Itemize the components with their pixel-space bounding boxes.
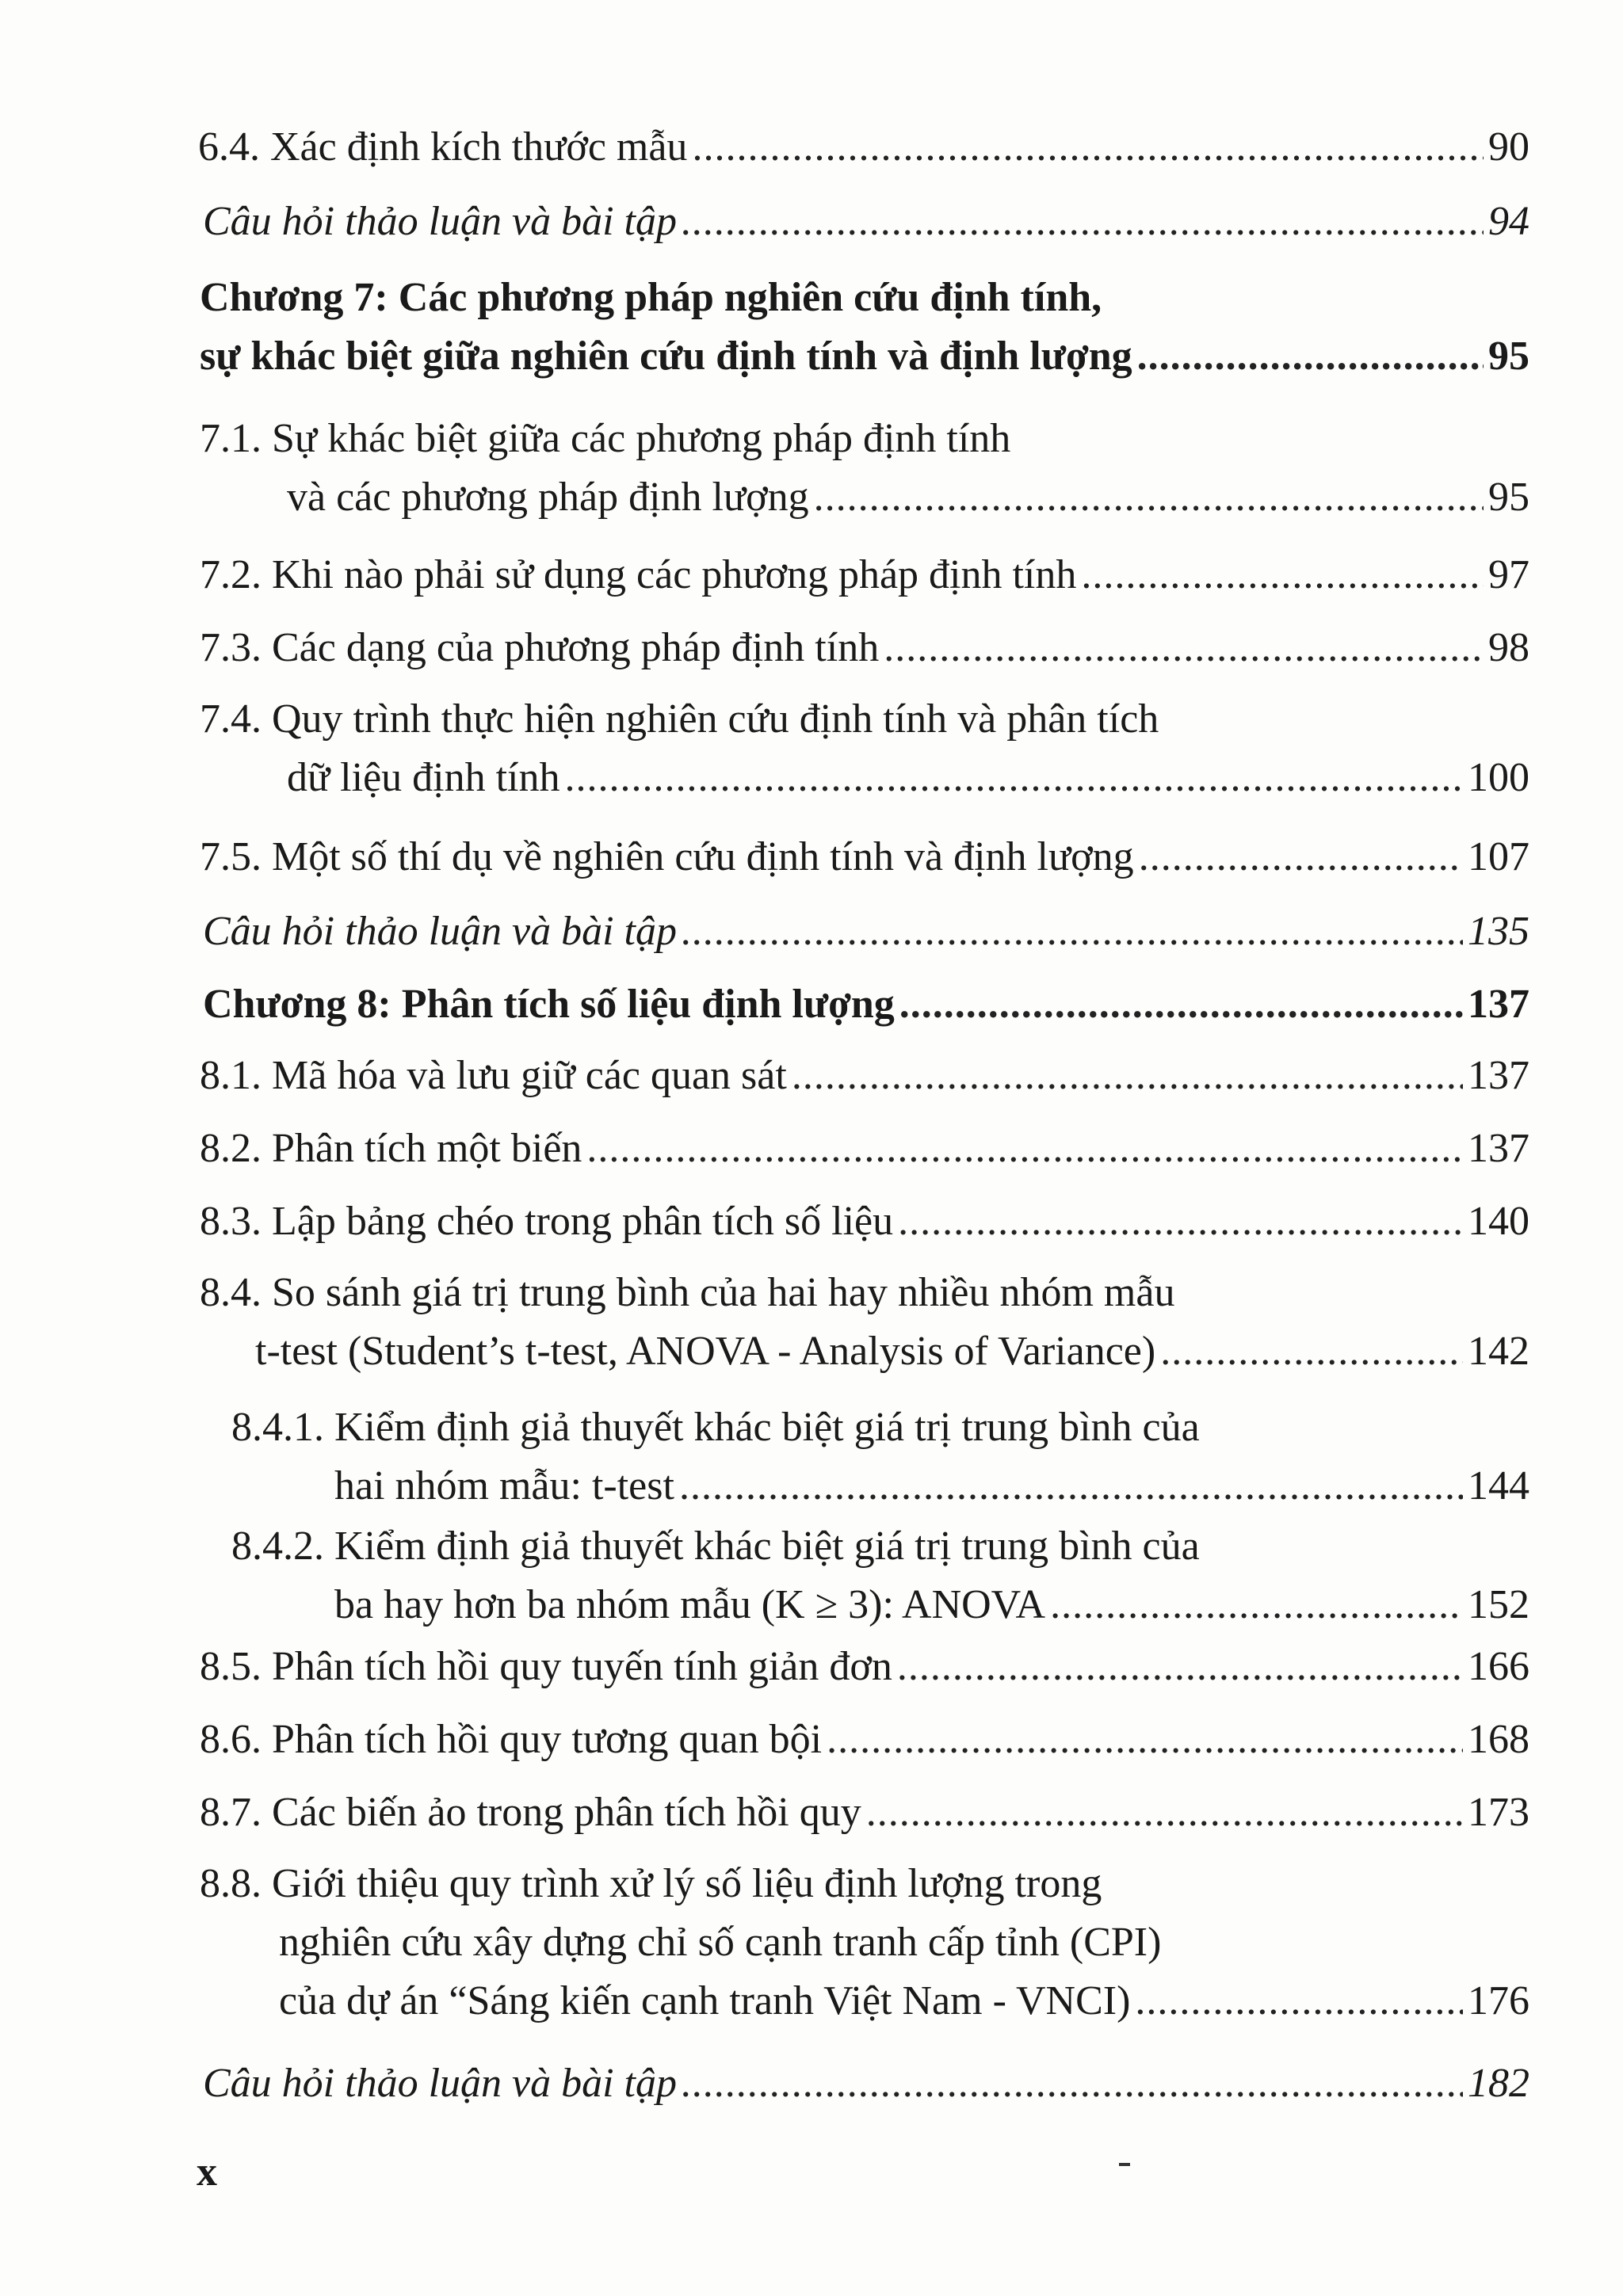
- toc-entry: [200, 1120, 1529, 1179]
- toc-entry-line: [334, 1458, 1529, 1515]
- toc-page-number: 166: [1468, 1644, 1529, 1689]
- dot-leader: [565, 749, 1464, 807]
- toc-entry-title: 7.1. Sự khác biệt giữa các phương pháp định tính: [200, 416, 1011, 461]
- toc-entry-line: [200, 829, 1529, 886]
- toc-entry-title: 8.5. Phân tích hồi quy tuyến tính giản đơn: [200, 1644, 892, 1689]
- toc-page-number: 182: [1468, 2061, 1529, 2106]
- toc-entry: [200, 829, 1529, 887]
- toc-page-number: 94: [1488, 199, 1529, 244]
- toc-entry-line: [231, 1399, 1529, 1456]
- toc-entry-line: [287, 749, 1529, 807]
- dot-leader: [884, 620, 1484, 677]
- toc-entry-line: [200, 1638, 1529, 1695]
- toc-entry: [200, 1264, 1529, 1382]
- toc-page-number: 97: [1488, 552, 1529, 597]
- toc-page-number: 173: [1468, 1790, 1529, 1835]
- toc-entry: [200, 691, 1529, 808]
- toc-page-number: 135: [1468, 909, 1529, 954]
- toc-entry-title: Chương 7: Các phương pháp nghiên cứu định tính,: [200, 275, 1102, 320]
- dot-leader: [1135, 1973, 1463, 2030]
- toc-entry: [198, 119, 1529, 177]
- toc-entry-title: 8.4. So sánh giá trị trung bình của hai hay nhiều nhóm mẫu: [200, 1270, 1175, 1315]
- toc-entry-line: [279, 1973, 1529, 2030]
- dot-leader: [1139, 829, 1463, 886]
- dot-leader: [682, 903, 1463, 960]
- dot-leader: [1160, 1323, 1463, 1380]
- toc-page-number: 144: [1468, 1463, 1529, 1508]
- toc-entry-line: [200, 410, 1529, 467]
- toc-entry: [200, 1193, 1529, 1252]
- toc-entry-title: 8.7. Các biến ảo trong phân tích hồi quy: [200, 1790, 861, 1835]
- toc-entry-title: dữ liệu định tính: [287, 755, 560, 800]
- toc-entry-line: [200, 1855, 1529, 1913]
- toc-entry-title: 6.4. Xác định kích thước mẫu: [198, 124, 688, 170]
- toc-entry: [203, 976, 1529, 1035]
- toc-entry-title: Câu hỏi thảo luận và bài tập: [203, 199, 677, 244]
- toc-page-number: 98: [1488, 625, 1529, 670]
- toc-entry-line: [255, 1323, 1529, 1380]
- toc-entry: [200, 620, 1529, 678]
- toc-entry-title: và các phương pháp định lượng: [287, 475, 809, 520]
- dot-leader: [586, 1120, 1463, 1177]
- toc-entry-line: [200, 1120, 1529, 1177]
- toc-entry-line: [200, 328, 1529, 385]
- toc-page-number: 168: [1468, 1717, 1529, 1762]
- scan-mark: [1119, 2163, 1130, 2166]
- toc-entry: [200, 410, 1529, 528]
- toc-entry: [200, 1638, 1529, 1697]
- dot-leader: [679, 1458, 1463, 1515]
- toc-page-number: 152: [1468, 1582, 1529, 1627]
- toc-page-number: 137: [1468, 982, 1529, 1027]
- toc-entry: [203, 903, 1529, 962]
- toc-entry-title: Câu hỏi thảo luận và bài tập: [203, 909, 677, 954]
- toc-entry-line: [203, 976, 1529, 1033]
- toc-entry-line: [200, 269, 1529, 326]
- toc-entry-title: của dự án “Sáng kiến cạnh tranh Việt Nam - VNCI): [279, 1978, 1131, 2023]
- toc-entry-title: 8.3. Lập bảng chéo trong phân tích số liệu: [200, 1199, 894, 1244]
- toc-entry-line: [200, 1193, 1529, 1250]
- dot-leader: [682, 193, 1484, 250]
- dot-leader: [792, 1047, 1463, 1104]
- toc-entry-title: 8.8. Giới thiệu quy trình xử lý số liệu định lượng trong: [200, 1861, 1102, 1906]
- toc-entry-line: [200, 620, 1529, 677]
- toc-page-number: 107: [1468, 834, 1529, 879]
- dot-leader: [1137, 328, 1484, 385]
- toc-entry: [200, 1855, 1529, 2031]
- toc-entry-title: 7.4. Quy trình thực hiện nghiên cứu định tính và phân tích: [200, 696, 1159, 742]
- toc-entry: [203, 2055, 1529, 2114]
- dot-leader: [827, 1711, 1463, 1768]
- dot-leader: [1050, 1577, 1463, 1634]
- dot-leader: [899, 976, 1463, 1033]
- toc-entry-line: [203, 2055, 1529, 2112]
- toc-page-number: 140: [1468, 1199, 1529, 1244]
- toc-entry-title: 8.6. Phân tích hồi quy tương quan bội: [200, 1717, 823, 1762]
- toc-page-number: 137: [1468, 1126, 1529, 1171]
- toc-page-number: 95: [1488, 475, 1529, 520]
- dot-leader: [692, 119, 1484, 176]
- toc-entry-line: [287, 469, 1529, 526]
- toc-entry-title: 7.5. Một số thí dụ về nghiên cứu định tính và định lượng: [200, 834, 1134, 879]
- toc-entry-line: [200, 1784, 1529, 1841]
- toc-entry-line: [200, 691, 1529, 748]
- toc-entry-title: nghiên cứu xây dựng chỉ số cạnh tranh cấp tỉnh (CPI): [279, 1920, 1162, 1965]
- toc-entry: [200, 1784, 1529, 1843]
- toc-entry-title: Câu hỏi thảo luận và bài tập: [203, 2061, 677, 2106]
- toc-page-number: 137: [1468, 1053, 1529, 1098]
- page-number-roman: x: [197, 2149, 217, 2195]
- toc-entry: [200, 269, 1529, 387]
- toc-entry-line: [334, 1577, 1529, 1634]
- toc-page-number: 90: [1488, 124, 1529, 170]
- toc-entry-title: 8.2. Phân tích một biến: [200, 1126, 582, 1171]
- toc-entry-line: [200, 1047, 1529, 1104]
- toc-entry-line: [203, 903, 1529, 960]
- toc-entry: [200, 1711, 1529, 1770]
- toc-entry-line: [200, 547, 1529, 604]
- toc-entry-line: [198, 119, 1529, 176]
- toc-entry-line: [231, 1518, 1529, 1575]
- toc-entry-title: 7.2. Khi nào phải sử dụng các phương pháp định tính: [200, 552, 1077, 597]
- dot-leader: [682, 2055, 1463, 2112]
- toc-entry-title: sự khác biệt giữa nghiên cứu định tính và định lượng: [200, 334, 1132, 379]
- dot-leader: [866, 1784, 1463, 1841]
- toc-page-number: 142: [1468, 1329, 1529, 1374]
- toc-entry-title: 7.3. Các dạng của phương pháp định tính: [200, 625, 880, 670]
- toc-entry: [231, 1399, 1529, 1516]
- toc-entry: [200, 547, 1529, 605]
- dot-leader: [814, 469, 1484, 526]
- dot-leader: [898, 1193, 1463, 1250]
- toc-page-number: 100: [1468, 755, 1529, 800]
- toc-entry-title: 8.4.1. Kiểm định giả thuyết khác biệt giá trị trung bình của: [231, 1405, 1200, 1450]
- toc-entry: [231, 1518, 1529, 1635]
- toc-entry-title: 8.1. Mã hóa và lưu giữ các quan sát: [200, 1053, 787, 1098]
- toc-entry-title: Chương 8: Phân tích số liệu định lượng: [203, 982, 895, 1027]
- toc-entry-line: [200, 1264, 1529, 1322]
- toc-entry-title: ba hay hơn ba nhóm mẫu (K ≥ 3): ANOVA: [334, 1582, 1046, 1627]
- toc-entry-line: [200, 1711, 1529, 1768]
- toc-entry-title: t-test (Student’s t-test, ANOVA - Analysis of Variance): [255, 1329, 1156, 1374]
- toc-entry-line: [279, 1914, 1529, 1971]
- dot-leader: [1081, 547, 1484, 604]
- toc-page-number: 176: [1468, 1978, 1529, 2023]
- toc-entry-title: 8.4.2. Kiểm định giả thuyết khác biệt giá trị trung bình của: [231, 1524, 1200, 1569]
- dot-leader: [897, 1638, 1463, 1695]
- toc-entry-title: hai nhóm mẫu: t-test: [334, 1463, 674, 1508]
- toc-entry-line: [203, 193, 1529, 250]
- toc-page-number: 95: [1488, 334, 1529, 379]
- toc-entry: [203, 193, 1529, 252]
- toc-entry: [200, 1047, 1529, 1106]
